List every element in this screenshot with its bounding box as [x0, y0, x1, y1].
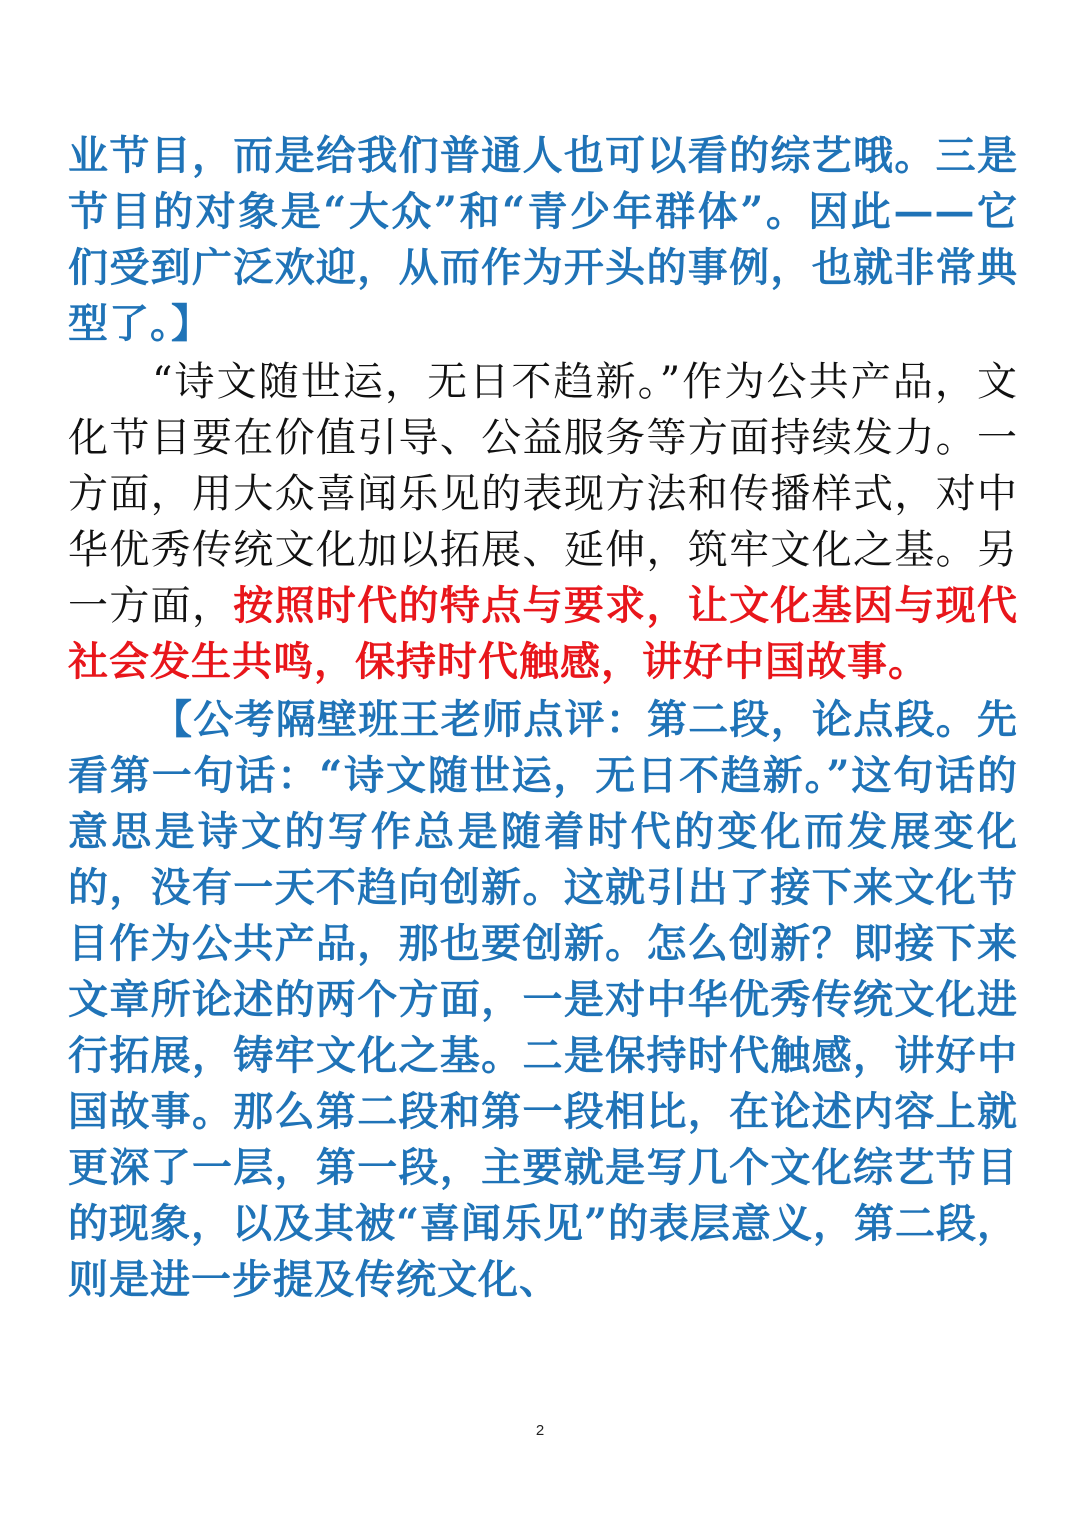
document-page [68, 128, 1018, 1308]
body-text: “诗文随世运，无日不趋新。”作为公共产品，文化节目要在价值引导、公益服务等方面持续发力。一方面，用大众喜闻乐见的表现方法和传播样式，对中华优秀传统文化加以拓展、延伸，筑牢文化之基。另一方面， [68, 359, 1018, 629]
body-paragraph [68, 354, 1018, 690]
highlighted-text: 按照时代的特点与要求，让文化基因与现代社会发生共鸣，保持时代触感，讲好中国故事。 [68, 582, 1019, 685]
commentary-paragraph: 【公考隔壁班王老师点评：第二段，论点段。先看第一句话：“诗文随世运，无日不趋新。”这句话的意思是诗文的写作总是随着时代的变化而发展变化的，没有一天不趋向创新。这就引出了接下来文化节目作为公共产品，那也要创新。怎么创新？即接下来文章所论述的两个方面，一是对中华优秀传统文化进行拓展，铸牢文化之基。二是保持时代触感，讲好中国故事。那么第二段和第一段相比，在论述内容上就更深了一层，第一段，主要就是写几个文化综艺节目的现象，以及其被“喜闻乐见”的表层意义，第二段，则是进一步提及传统文化、 [68, 696, 1019, 1303]
commentary-continuation-paragraph: 业节目，而是给我们普通人也可以看的综艺哦。三是节目的对象是“大众”和“青少年群体”。因此——它们受到广泛欢迎，从而作为开头的事例，也就非常典型了。】 [68, 132, 1018, 347]
page-number: 2 [535, 1422, 545, 1439]
